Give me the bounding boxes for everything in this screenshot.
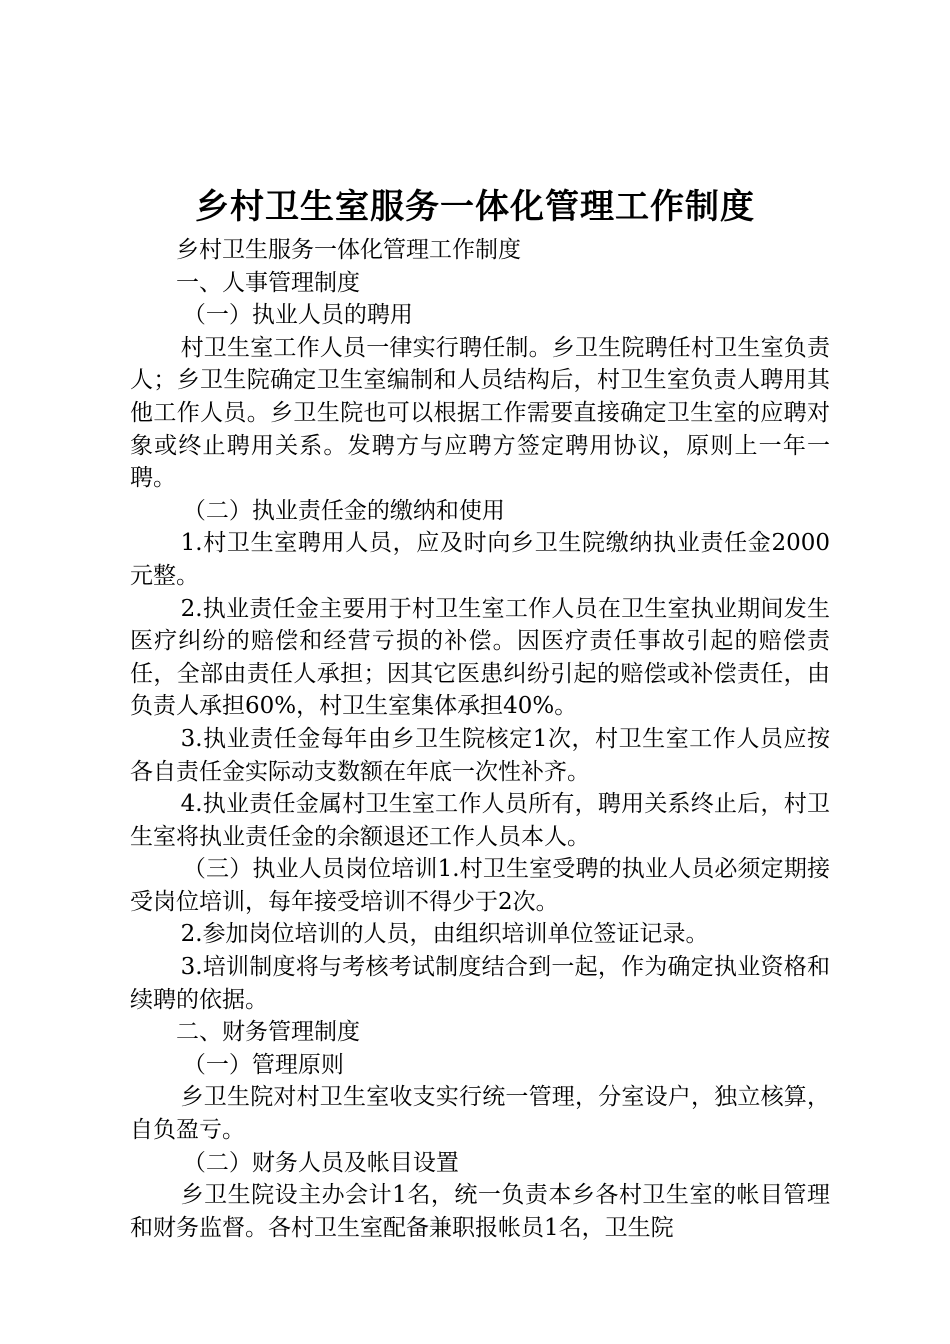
paragraph: （二）财务人员及帐目设置	[182, 1149, 459, 1176]
paragraph: 乡卫生院设主办会计1名，统一负责本乡各村卫生室的帐目管理和财务监督。各村卫生室配备兼职报帐员1名，卫生院	[130, 1182, 830, 1241]
paragraph: 乡村卫生服务一体化管理工作制度	[176, 237, 521, 263]
paragraph: 二、财务管理制度	[176, 1019, 360, 1046]
paragraph: 3.培训制度将与考核考试制度结合到一起，作为确定执业资格和续聘的依据。	[130, 954, 830, 1013]
paragraph: 一、人事管理制度	[176, 269, 360, 296]
paragraph: 2.参加岗位培训的人员，由组织培训单位签证记录。	[180, 921, 709, 948]
paragraph: （一）执业人员的聘用	[182, 302, 413, 329]
paragraph: 村卫生室工作人员一律实行聘任制。乡卫生院聘任村卫生室负责人；乡卫生院确定卫生室编制和人员结构后，村卫生室负责人聘用其他工作人员。乡卫生院也可以根据工作需要直接确定卫生室的应聘对象或终止聘用关系。发聘方与应聘方签定聘用协议，原则上一年一聘。	[130, 334, 830, 492]
paragraph: （一）管理原则	[182, 1051, 344, 1078]
paragraph: 4.执业责任金属村卫生室工作人员所有，聘用关系终止后，村卫生室将执业责任金的余额退还工作人员本人。	[130, 791, 830, 850]
document-body	[130, 234, 830, 1244]
paragraph: （二）执业责任金的缴纳和使用	[182, 497, 505, 524]
paragraph: 1.村卫生室聘用人员，应及时向乡卫生院缴纳执业责任金2000元整。	[130, 530, 830, 589]
paragraph: （三）执业人员岗位培训1.村卫生室受聘的执业人员必须定期接受岗位培训，每年接受培训不得少于2次。	[130, 856, 830, 915]
paragraph: 乡卫生院对村卫生室收支实行统一管理，分室设户，独立核算，自负盈亏。	[130, 1084, 830, 1144]
document-title: 乡村卫生室服务一体化管理工作制度	[195, 187, 755, 227]
paragraph: 2.执业责任金主要用于村卫生室工作人员在卫生室执业期间发生医疗纠纷的赔偿和经营亏损的补偿。因医疗责任事故引起的赔偿责任，全部由责任人承担；因其它医患纠纷引起的赔偿或补偿责任，由负责人承担60%，村卫生室集体承担40%。	[130, 595, 830, 720]
paragraph: 3.执业责任金每年由乡卫生院核定1次，村卫生室工作人员应按各自责任金实际动支数额在年底一次性补齐。	[130, 725, 830, 785]
